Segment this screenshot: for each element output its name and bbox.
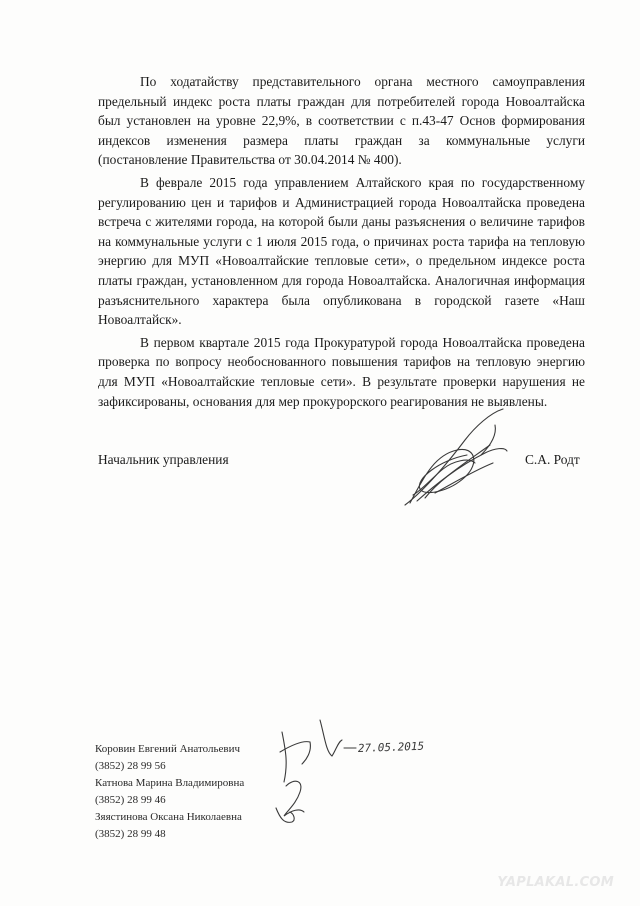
signer-name: С.А. Родт	[525, 452, 580, 467]
contact-phone: (3852) 28 99 46	[95, 794, 166, 806]
signature-image	[395, 405, 525, 515]
letter-body	[98, 72, 585, 414]
handwritten-date: 27.05.2015	[357, 739, 425, 755]
paragraph-3: В первом квартале 2015 года Прокуратурой города Новоалтайска проведена проверка по вопросу необоснованного повышения тарифов на тепловую энергию для МУП «Новоалтайские тепловые сети». В результате проверки нарушения не зафиксированы, основания для мер прокурорского реагирования не выявлены.	[98, 334, 585, 409]
contact-name: Коровин Евгений Анатольевич	[95, 743, 241, 755]
handwritten-initials	[262, 712, 442, 832]
signer-title: Начальник управления	[98, 452, 229, 467]
contact-name: Зяястинова Оксана Николаевна	[95, 811, 242, 823]
contacts-list	[95, 741, 244, 843]
contact-phone: (3852) 28 99 48	[95, 828, 166, 840]
paragraph-1: По ходатайству представительного органа местного самоуправления предельный индекс роста платы граждан для потребителей города Новоалтайска был установлен на уровне 22,9%, в соответствии с п.43-47 Основ формирования индексов изменения размера платы граждан за коммунальные услуги (постановление Правительства от 30.04.2014 № 400).	[98, 74, 585, 168]
paragraph-2: В феврале 2015 года управлением Алтайского края по государственному регулированию цен и тарифов и Администрацией города Новоалтайска проведена встреча с жителями города, на которой были даны разъяснения о величине тарифов на коммунальные услуги с 1 июля 2015 года, о причинах роста тарифа на тепловую энергию для МУП «Новоалтайские тепловые сети», о предельном индексе роста платы граждан, установленном для города Новоалтайска. Аналогичная информация разъяснительного характера была опубликована в городской газете «Наш Новоалтайск».	[98, 174, 585, 328]
contact-name: Катнова Марина Владимировна	[95, 777, 245, 789]
watermark: YAPLAKAL.COM	[497, 875, 614, 890]
contact-phone: (3852) 28 99 56	[95, 760, 166, 772]
